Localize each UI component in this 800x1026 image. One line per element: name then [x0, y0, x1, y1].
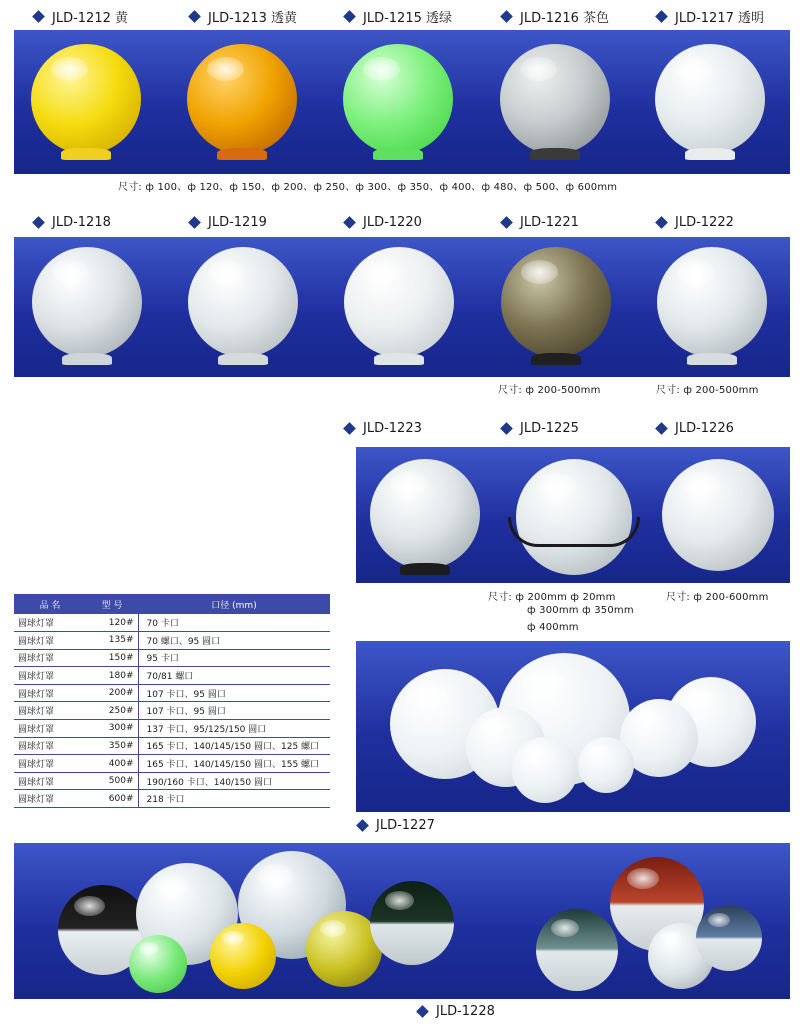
- diamond-bullet-icon: [343, 422, 356, 435]
- diamond-bullet-icon: [188, 216, 201, 229]
- product-label-jld-1227: JLD-1227: [358, 818, 435, 833]
- size-spec-1225-a: 尺寸: ф 200mm ф 20mm: [488, 592, 616, 603]
- diamond-bullet-icon: [356, 819, 369, 832]
- globe-crackle: [188, 247, 298, 357]
- product-label-jld-1217: JLD-1217 透明: [657, 7, 764, 26]
- table-row: 圆球灯罩 135# 70 螺口、95 圆口: [14, 632, 330, 650]
- globe-clear: [655, 44, 765, 154]
- header-name: 品 名: [14, 594, 86, 614]
- globe-base: [687, 353, 737, 365]
- product-label-jld-1223: JLD-1223: [345, 421, 422, 436]
- globe-opal: [344, 247, 454, 357]
- table-row: 圆球灯罩 250# 107 卡口、95 圆口: [14, 702, 330, 720]
- diamond-bullet-icon: [500, 422, 513, 435]
- table-row: 圆球灯罩 150# 95 卡口: [14, 649, 330, 667]
- header-diameter: 口径 (mm): [138, 594, 330, 614]
- product-label-jld-1212: JLD-1212 黄: [34, 7, 128, 26]
- globe-base: [374, 353, 424, 365]
- diamond-bullet-icon: [500, 10, 513, 23]
- globe-yellow: [31, 44, 141, 154]
- globe-teal-top: [536, 909, 618, 991]
- product-band-row3: [356, 447, 790, 583]
- product-band-1227: [356, 641, 790, 812]
- size-spec-1225-b: ф 300mm ф 350mm: [527, 605, 634, 616]
- spec-table: [14, 594, 330, 808]
- globe-basket-frame: [508, 517, 640, 547]
- product-band-row2: [14, 237, 790, 377]
- size-spec-1221: 尺寸: ф 200-500mm: [498, 385, 601, 396]
- table-row: 圆球灯罩 180# 70/81 螺口: [14, 667, 330, 685]
- diamond-bullet-icon: [343, 10, 356, 23]
- product-label-jld-1215: JLD-1215 透绿: [345, 7, 452, 26]
- product-label-jld-1228: JLD-1228: [418, 1004, 495, 1019]
- globe-green-small: [129, 935, 187, 993]
- product-label-jld-1213: JLD-1213 透黄: [190, 7, 297, 26]
- globe-opal-small: [512, 737, 578, 803]
- product-label-jld-1219: JLD-1219: [190, 215, 267, 230]
- globe-blue-top: [696, 905, 762, 971]
- product-band-1228: [14, 843, 790, 999]
- table-row: 圆球灯罩 400# 165 卡口、140/145/150 圆口、155 螺口: [14, 755, 330, 773]
- size-spec-1226: 尺寸: ф 200-600mm: [666, 592, 769, 603]
- globe-base: [373, 148, 423, 160]
- size-spec-row1: 尺寸: ф 100、ф 120、ф 150、ф 200、ф 250、ф 300、ф 350、ф 400、ф 480、ф 500、ф 600mm: [118, 182, 618, 193]
- globe-base: [685, 148, 735, 160]
- globe-base: [217, 148, 267, 160]
- product-band-row1: [14, 30, 790, 174]
- globe-yellow-small: [210, 923, 276, 989]
- globe-frosted: [32, 247, 142, 357]
- globe-base: [531, 353, 581, 365]
- globe-opal-small: [578, 737, 634, 793]
- diamond-bullet-icon: [32, 216, 45, 229]
- diamond-bullet-icon: [655, 422, 668, 435]
- diamond-bullet-icon: [500, 216, 513, 229]
- table-row: 圆球灯罩 600# 218 卡口: [14, 790, 330, 808]
- table-row: 圆球灯罩 500# 190/160 卡口、140/150 圆口: [14, 772, 330, 790]
- diamond-bullet-icon: [416, 1005, 429, 1018]
- table-row: 圆球灯罩 120# 70 卡口: [14, 614, 330, 632]
- product-label-jld-1222: JLD-1222: [657, 215, 734, 230]
- globe-base: [62, 353, 112, 365]
- globe-tea: [500, 44, 610, 154]
- diamond-bullet-icon: [655, 216, 668, 229]
- globe-grid: [662, 459, 774, 571]
- globe-base: [61, 148, 111, 160]
- globe-prismatic: [657, 247, 767, 357]
- globe-smoked: [501, 247, 611, 357]
- table-row: 圆球灯罩 300# 137 卡口、95/125/150 圆口: [14, 720, 330, 738]
- product-label-jld-1221: JLD-1221: [502, 215, 579, 230]
- globe-amber: [187, 44, 297, 154]
- globe-dark-green-top: [370, 881, 454, 965]
- globe-ribbed: [370, 459, 480, 569]
- table-row: 圆球灯罩 200# 107 卡口、95 圆口: [14, 684, 330, 702]
- product-label-jld-1225: JLD-1225: [502, 421, 579, 436]
- diamond-bullet-icon: [655, 10, 668, 23]
- size-spec-1225-c: ф 400mm: [527, 622, 579, 633]
- globe-base: [400, 563, 450, 575]
- header-model: 型 号: [86, 594, 138, 614]
- product-label-jld-1226: JLD-1226: [657, 421, 734, 436]
- table-row: 圆球灯罩 350# 165 卡口、140/145/150 圆口、125 螺口: [14, 737, 330, 755]
- globe-base: [530, 148, 580, 160]
- diamond-bullet-icon: [32, 10, 45, 23]
- product-label-jld-1220: JLD-1220: [345, 215, 422, 230]
- globe-base: [218, 353, 268, 365]
- diamond-bullet-icon: [343, 216, 356, 229]
- product-label-jld-1216: JLD-1216 茶色: [502, 7, 609, 26]
- globe-green: [343, 44, 453, 154]
- product-label-jld-1218: JLD-1218: [34, 215, 111, 230]
- diamond-bullet-icon: [188, 10, 201, 23]
- size-spec-1222: 尺寸: ф 200-500mm: [656, 385, 759, 396]
- spec-table-header: [14, 594, 330, 614]
